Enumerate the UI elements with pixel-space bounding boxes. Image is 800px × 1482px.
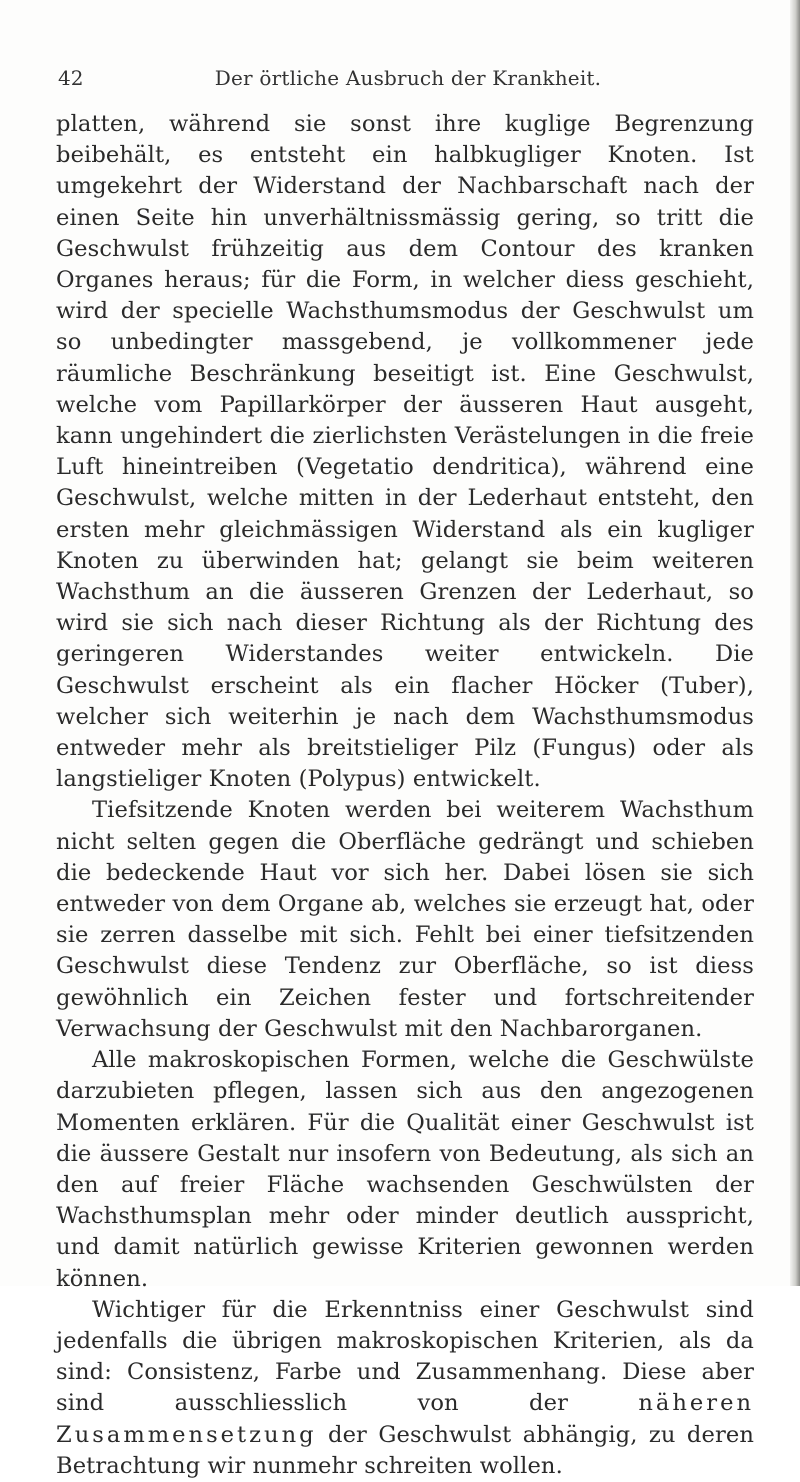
page-number: 42 [58, 66, 84, 90]
body-text [56, 109, 754, 1482]
running-title: Der örtliche Ausbruch der Krankheit. [214, 66, 602, 90]
paragraph-2: Tiefsitzende Knoten werden bei weiterem Wachsthum nicht selten gegen die Oberfläche gedrängt und schieben die bedeckende Haut vor sich her. Dabei lösen sie sich entweder von dem Organe ab, welches sie erzeugt hat, oder sie zerren dasselbe mit sich. Fehlt bei einer tiefsitzenden Geschwulst diese Tendenz zur Oberfläche, so ist diess gewöhnlich ein Zeichen fester und fortschreitender Verwachsung der Geschwulst mit den Nachbarorganen. [56, 797, 754, 1042]
page-header [58, 66, 758, 94]
paragraph-4-text-before: Wichtiger für die Erkenntniss einer Geschwulst sind jedenfalls die übrigen makroskopischen Kriterien, als da sind: Consistenz, Farbe und Zusammenhang. Diese aber sind ausschliesslich von der [56, 1296, 754, 1417]
emphasized-phrase: näheren Zusammensetzung [56, 1390, 754, 1448]
paragraph-3: Alle makroskopischen Formen, welche die Geschwülste darzubieten pflegen, lassen sich aus den angezogenen Momenten erklären. Für die Qualität einer Geschwulst ist die äussere Gestalt nur insofern von Bedeutung, als sich an den auf freier Fläche wachsenden Geschwülsten der Wachsthumsplan mehr oder minder deutlich ausspricht, und damit natürlich gewisse Kriterien gewonnen werden können. [56, 1047, 754, 1292]
paragraph-1: platten, während sie sonst ihre kuglige Begrenzung beibehält, es entsteht ein halbkugliger Knoten. Ist umgekehrt der Widerstand der Nachbarschaft nach der einen Seite hin unverhältnissmässig gering, so tritt die Geschwulst frühzeitig aus dem Contour des kranken Organes heraus; für die Form, in welcher diess geschieht, wird der specielle Wachsthumsmodus der Geschwulst um so unbedingter massgebend, je vollkommener jede räumliche Beschränkung beseitigt ist. Eine Geschwulst, welche vom Papillarkörper der äusseren Haut ausgeht, kann ungehindert die zierlichsten Verästelungen in die freie Luft hineintreiben (Vegetatio dendritica), während eine Geschwulst, welche mitten in der Lederhaut entsteht, den ersten mehr gleichmässigen Widerstand als ein kugliger Knoten zu überwinden hat; gelangt sie beim weiteren Wachsthum an die äusseren Grenzen der Lederhaut, so wird sie sich nach dieser Richtung als der Richtung des geringeren Widerstandes weiter entwickeln. Die Geschwulst erscheint als ein flacher Höcker (Tuber), welcher sich weiterhin je nach dem Wachsthumsmodus entweder mehr als breitstieliger Pilz (Fungus) oder als langstieliger Knoten (Polypus) entwickelt. [56, 111, 754, 793]
page-edge-shadow [790, 0, 800, 1286]
paragraph-4-text-after: der Geschwulst abhängig, zu deren Betrachtung wir nunmehr schreiten wollen. [56, 1421, 754, 1479]
paragraph-4 [56, 1295, 754, 1482]
